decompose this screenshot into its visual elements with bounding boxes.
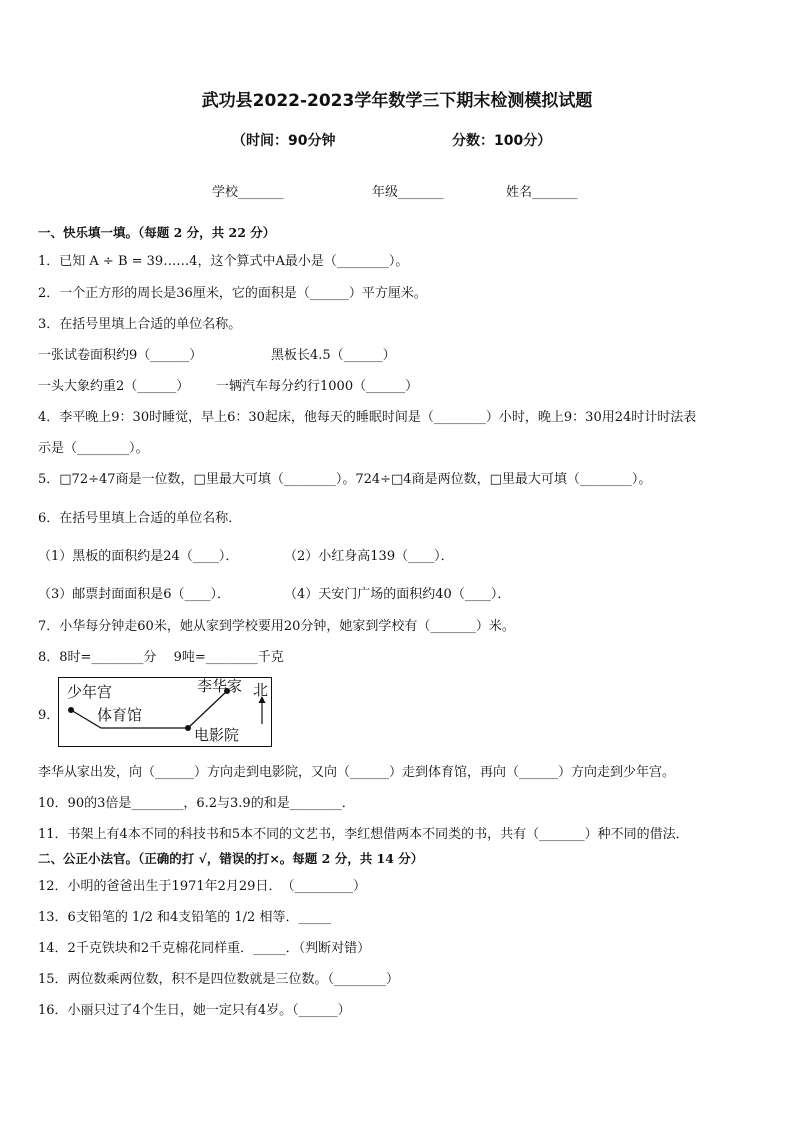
question-6-2: （2）小红身高139（____）． (284, 549, 454, 564)
question-14: 14．2千克铁块和2千克棉花同样重．_____．（判断对错） (38, 941, 371, 956)
youth-palace-dot (68, 707, 74, 713)
question-2: 2．一个正方形的周长是36厘米，它的面积是（______）平方厘米。 (38, 286, 427, 301)
home-label: 李华家 (197, 677, 243, 695)
question-6-1: （1）黑板的面积约是24（____）． (38, 549, 239, 564)
question-6-4: （4）天安门广场的面积约40（____）． (284, 587, 511, 602)
question-6: 6．在括号里填上合适的单位名称． (38, 511, 242, 526)
cinema-label: 电影院 (194, 726, 240, 744)
question-3: 3．在括号里填上合适的单位名称。 (38, 317, 242, 332)
exam-time: （时间：90分钟 (232, 133, 336, 149)
question-9-number: 9． (38, 708, 60, 723)
question-4-line1: 4．李平晚上9：30时睡觉，早上6：30起床，他每天的睡眠时间是（________）小时，晚上9：30用24时计时法表 (38, 410, 697, 425)
question-1: 1．已知 A ÷ B = 39……4，这个算式中A最小是（________）。 (38, 254, 409, 269)
gym-label: 体育馆 (97, 706, 143, 724)
grade-field: 年级_______ (372, 185, 444, 200)
question-8: 8．8时=________分 9吨=________千克 (38, 650, 284, 665)
question-11: 11．书架上有4本不同的科技书和5本不同的文艺书，李红想借两本不同类的书，共有（_______）种不同的借法． (38, 827, 689, 842)
question-3a: 一张试卷面积约9（______） (38, 348, 203, 363)
school-field: 学校_______ (212, 185, 284, 200)
youth-palace-label: 少年宫 (67, 683, 113, 701)
question-4-line2: 示是（________）。 (38, 441, 149, 456)
section-2-heading: 二、公正小法官。（正确的打 √，错误的打×。每题 2 分，共 14 分） (38, 851, 424, 866)
question-7: 7．小华每分钟走60米，她从家到学校要用20分钟，她家到学校有（_______）米。 (38, 619, 515, 634)
direction-map (58, 677, 272, 747)
question-3b: 黑板长4.5（______） (271, 348, 396, 363)
cinema-dot (185, 725, 191, 731)
question-15: 15．两位数乘两位数，积不是四位数就是三位数。（________） (38, 972, 400, 987)
page-title: 武功县2022-2023学年数学三下期末检测模拟试题 (201, 91, 593, 111)
north-label: 北 (253, 681, 269, 699)
question-6-3: （3）邮票封面面积是6（____）． (38, 587, 231, 602)
exam-score: 分数：100分） (452, 133, 552, 149)
question-3c: 一头大象约重2（______） (38, 379, 190, 394)
question-5: 5．□72÷47商是一位数，□里最大可填（________）。724÷□4商是两位数，□里最大可填（________）。 (38, 472, 652, 487)
section-1-heading: 一、快乐填一填。（每题 2 分，共 22 分） (38, 225, 276, 240)
question-12: 12．小明的爸爸出生于1971年2月29日． （_________） (38, 879, 366, 894)
question-10: 10．90的3倍是________，6.2与3.9的和是________． (38, 796, 355, 811)
question-3d: 一辆汽车每分约行1000（______） (216, 379, 419, 394)
question-9: 李华从家出发，向（______）方向走到电影院，又向（______）走到体育馆，再向（______）方向走到少年宫。 (38, 765, 676, 780)
question-16: 16．小丽只过了4个生日，她一定只有4岁。（______） (38, 1003, 351, 1018)
name-field: 姓名_______ (506, 185, 578, 200)
question-13: 13．6支铅笔的 1/2 和4支铅笔的 1/2 相等．_____ (38, 910, 331, 925)
